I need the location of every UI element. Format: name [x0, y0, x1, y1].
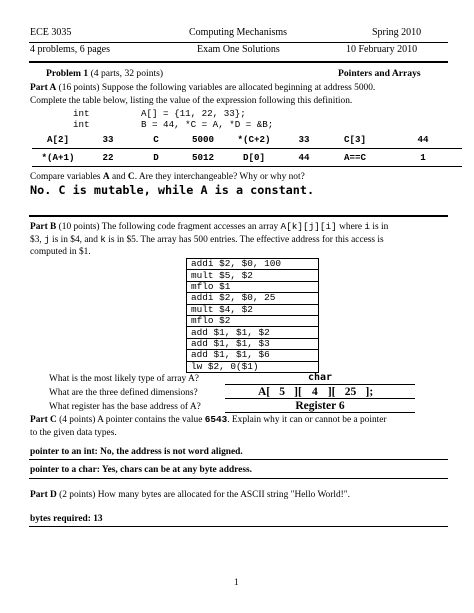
- table-cell: A[2]: [32, 131, 84, 149]
- table-cell: D: [132, 149, 180, 167]
- dim-bracket: ];: [365, 386, 374, 398]
- part-d-text: (2 points) How many bytes are allocated for the ASCII string "Hello World!".: [59, 490, 350, 500]
- dim-bracket: ][: [327, 386, 336, 398]
- part-d-intro: [30, 490, 350, 500]
- part-b-top-rule: [29, 215, 448, 217]
- part-c-answer-int: pointer to an int: No, the address is not word aligned.: [30, 447, 243, 457]
- term: Spring 2010: [372, 27, 422, 38]
- answer-rule: [29, 526, 448, 527]
- answer-rule: [29, 459, 448, 460]
- part-b-text: is in: [370, 222, 389, 232]
- mips-code-table: [186, 258, 319, 373]
- part-c-answer-char: pointer to a char: Yes, chars can be at any byte address.: [30, 465, 252, 475]
- part-c-intro: [30, 414, 450, 439]
- course-title: Computing Mechanisms: [189, 27, 288, 38]
- part-b-text: where: [336, 222, 365, 232]
- problem-topic: Pointers and Arrays: [338, 68, 421, 79]
- code-kw-1: int: [73, 108, 90, 119]
- code-cell: add $1, $1, $2: [187, 327, 319, 338]
- part-b-text: computed in $1.: [30, 247, 91, 257]
- part-b-q2: What are the three defined dimensions?: [49, 388, 198, 398]
- code-row: [187, 304, 319, 315]
- pointer-value: 6543: [204, 414, 228, 425]
- problem-count: 4 problems, 6 pages: [30, 44, 110, 55]
- question-var-c: C: [127, 172, 135, 182]
- code-cell: addi $2, $0, 25: [187, 293, 319, 304]
- part-a-label: Part A: [30, 83, 57, 93]
- code-row: [187, 293, 319, 304]
- table-cell: 44: [384, 131, 462, 149]
- problem-meta: (4 parts, 32 points): [90, 68, 164, 79]
- problem-title: Problem 1: [46, 68, 89, 79]
- table-cell: 33: [84, 131, 132, 149]
- code-row: [187, 350, 319, 361]
- part-b-q1: What is the most likely type of array A?: [49, 374, 199, 384]
- table-cell: D[0]: [226, 149, 282, 167]
- dim-3: 25: [344, 386, 357, 398]
- part-b-a2-box: [225, 386, 415, 399]
- code-line-1: A[] = {11, 22, 33};: [141, 108, 246, 119]
- code-cell: mflo $2: [187, 315, 319, 326]
- dim-1: 5: [279, 386, 286, 398]
- index-k: k: [100, 233, 106, 245]
- exam-title: Exam One Solutions: [197, 44, 280, 55]
- table-cell: 1: [384, 149, 462, 167]
- part-b-text: is in $5. The array has 500 entries. The effective address for this access is: [105, 234, 384, 245]
- code-cell: add $1, $1, $3: [187, 338, 319, 349]
- part-d-answer: bytes required: 13: [30, 514, 103, 524]
- code-cell: lw $2, 0($1): [187, 361, 319, 372]
- code-cell: mult $4, $2: [187, 304, 319, 315]
- part-c-text: to the given data types.: [30, 427, 117, 438]
- part-b-text: is in $4, and: [49, 234, 101, 245]
- code-row: [187, 361, 319, 372]
- part-b-q3: What register has the base address of A?: [49, 402, 201, 412]
- part-b-a3-box: [225, 400, 415, 413]
- part-b-a3: Register 6: [295, 400, 345, 412]
- part-c-text: (4 points) A pointer contains the value: [59, 415, 205, 425]
- problem-heading: [46, 68, 163, 79]
- part-b-a2: [225, 386, 415, 398]
- code-cell: add $1, $1, $6: [187, 350, 319, 361]
- part-b-intro: [30, 221, 450, 259]
- code-line-2: B = 44, *C = A, *D = &B;: [141, 118, 274, 130]
- code-cell: mult $5, $2: [187, 270, 319, 281]
- dim-bracket: ][: [294, 386, 302, 398]
- dim-2: 4: [311, 386, 318, 398]
- code-row: [187, 281, 319, 292]
- table-row: [32, 131, 462, 149]
- index-i: i: [364, 221, 371, 232]
- part-b-text: (10 points) The following code fragment accesses an array: [58, 222, 281, 232]
- part-d-label: Part D: [30, 490, 57, 500]
- dim-bracket: A[: [258, 386, 271, 398]
- part-a-question: [30, 172, 305, 182]
- answer-rule: [29, 478, 448, 479]
- table-cell: 44: [282, 149, 326, 167]
- header-rule: [29, 42, 448, 43]
- course-code: ECE 3035: [30, 27, 72, 38]
- part-b-text: $3,: [30, 234, 45, 245]
- code-row: [187, 259, 319, 270]
- table-row: [32, 149, 462, 167]
- question-var-a: A: [102, 172, 110, 182]
- table-cell: 5012: [180, 149, 226, 167]
- code-cell: addi $2, $0, 100: [187, 259, 319, 270]
- code-row: [187, 338, 319, 349]
- page-number: 1: [234, 578, 239, 588]
- part-a-text2: Complete the table below, listing the value of the expression following this definition.: [30, 95, 353, 106]
- array-expr: A[k][j][i]: [280, 221, 337, 232]
- table-cell: *(A+1): [32, 149, 84, 167]
- part-b-a1: char: [307, 372, 333, 383]
- part-a-text1: (16 points) Suppose the following variables are allocated beginning at address 5000.: [58, 83, 376, 93]
- part-b-a1-box: [225, 373, 415, 385]
- part-a-code: [73, 109, 273, 130]
- code-row: [187, 315, 319, 326]
- code-kw-2: int: [73, 118, 90, 130]
- problem-top-rule: [29, 61, 448, 63]
- table-cell: *(C+2): [226, 131, 282, 149]
- question-text: Compare variables: [30, 172, 103, 182]
- table-cell: 33: [282, 131, 326, 149]
- part-a-value-table: [32, 131, 462, 167]
- question-text: . Are they interchangeable? Why or why not?: [134, 172, 305, 182]
- part-a-intro: [30, 82, 450, 107]
- index-j: j: [44, 233, 50, 245]
- question-text: and: [109, 172, 128, 182]
- table-cell: C[3]: [326, 131, 384, 149]
- table-cell: 22: [84, 149, 132, 167]
- part-c-text: . Explain why it can or cannot be a pointer: [227, 415, 387, 425]
- code-cell: mflo $1: [187, 281, 319, 292]
- part-b-label: Part B: [30, 222, 57, 232]
- code-row: [187, 327, 319, 338]
- table-cell: 5000: [180, 131, 226, 149]
- table-cell: A==C: [326, 149, 384, 167]
- part-c-label: Part C: [30, 415, 57, 425]
- part-a-answer: No. C is mutable, while A is a constant.: [30, 183, 315, 197]
- table-cell: C: [132, 131, 180, 149]
- code-row: [187, 270, 319, 281]
- exam-date: 10 February 2010: [346, 44, 418, 55]
